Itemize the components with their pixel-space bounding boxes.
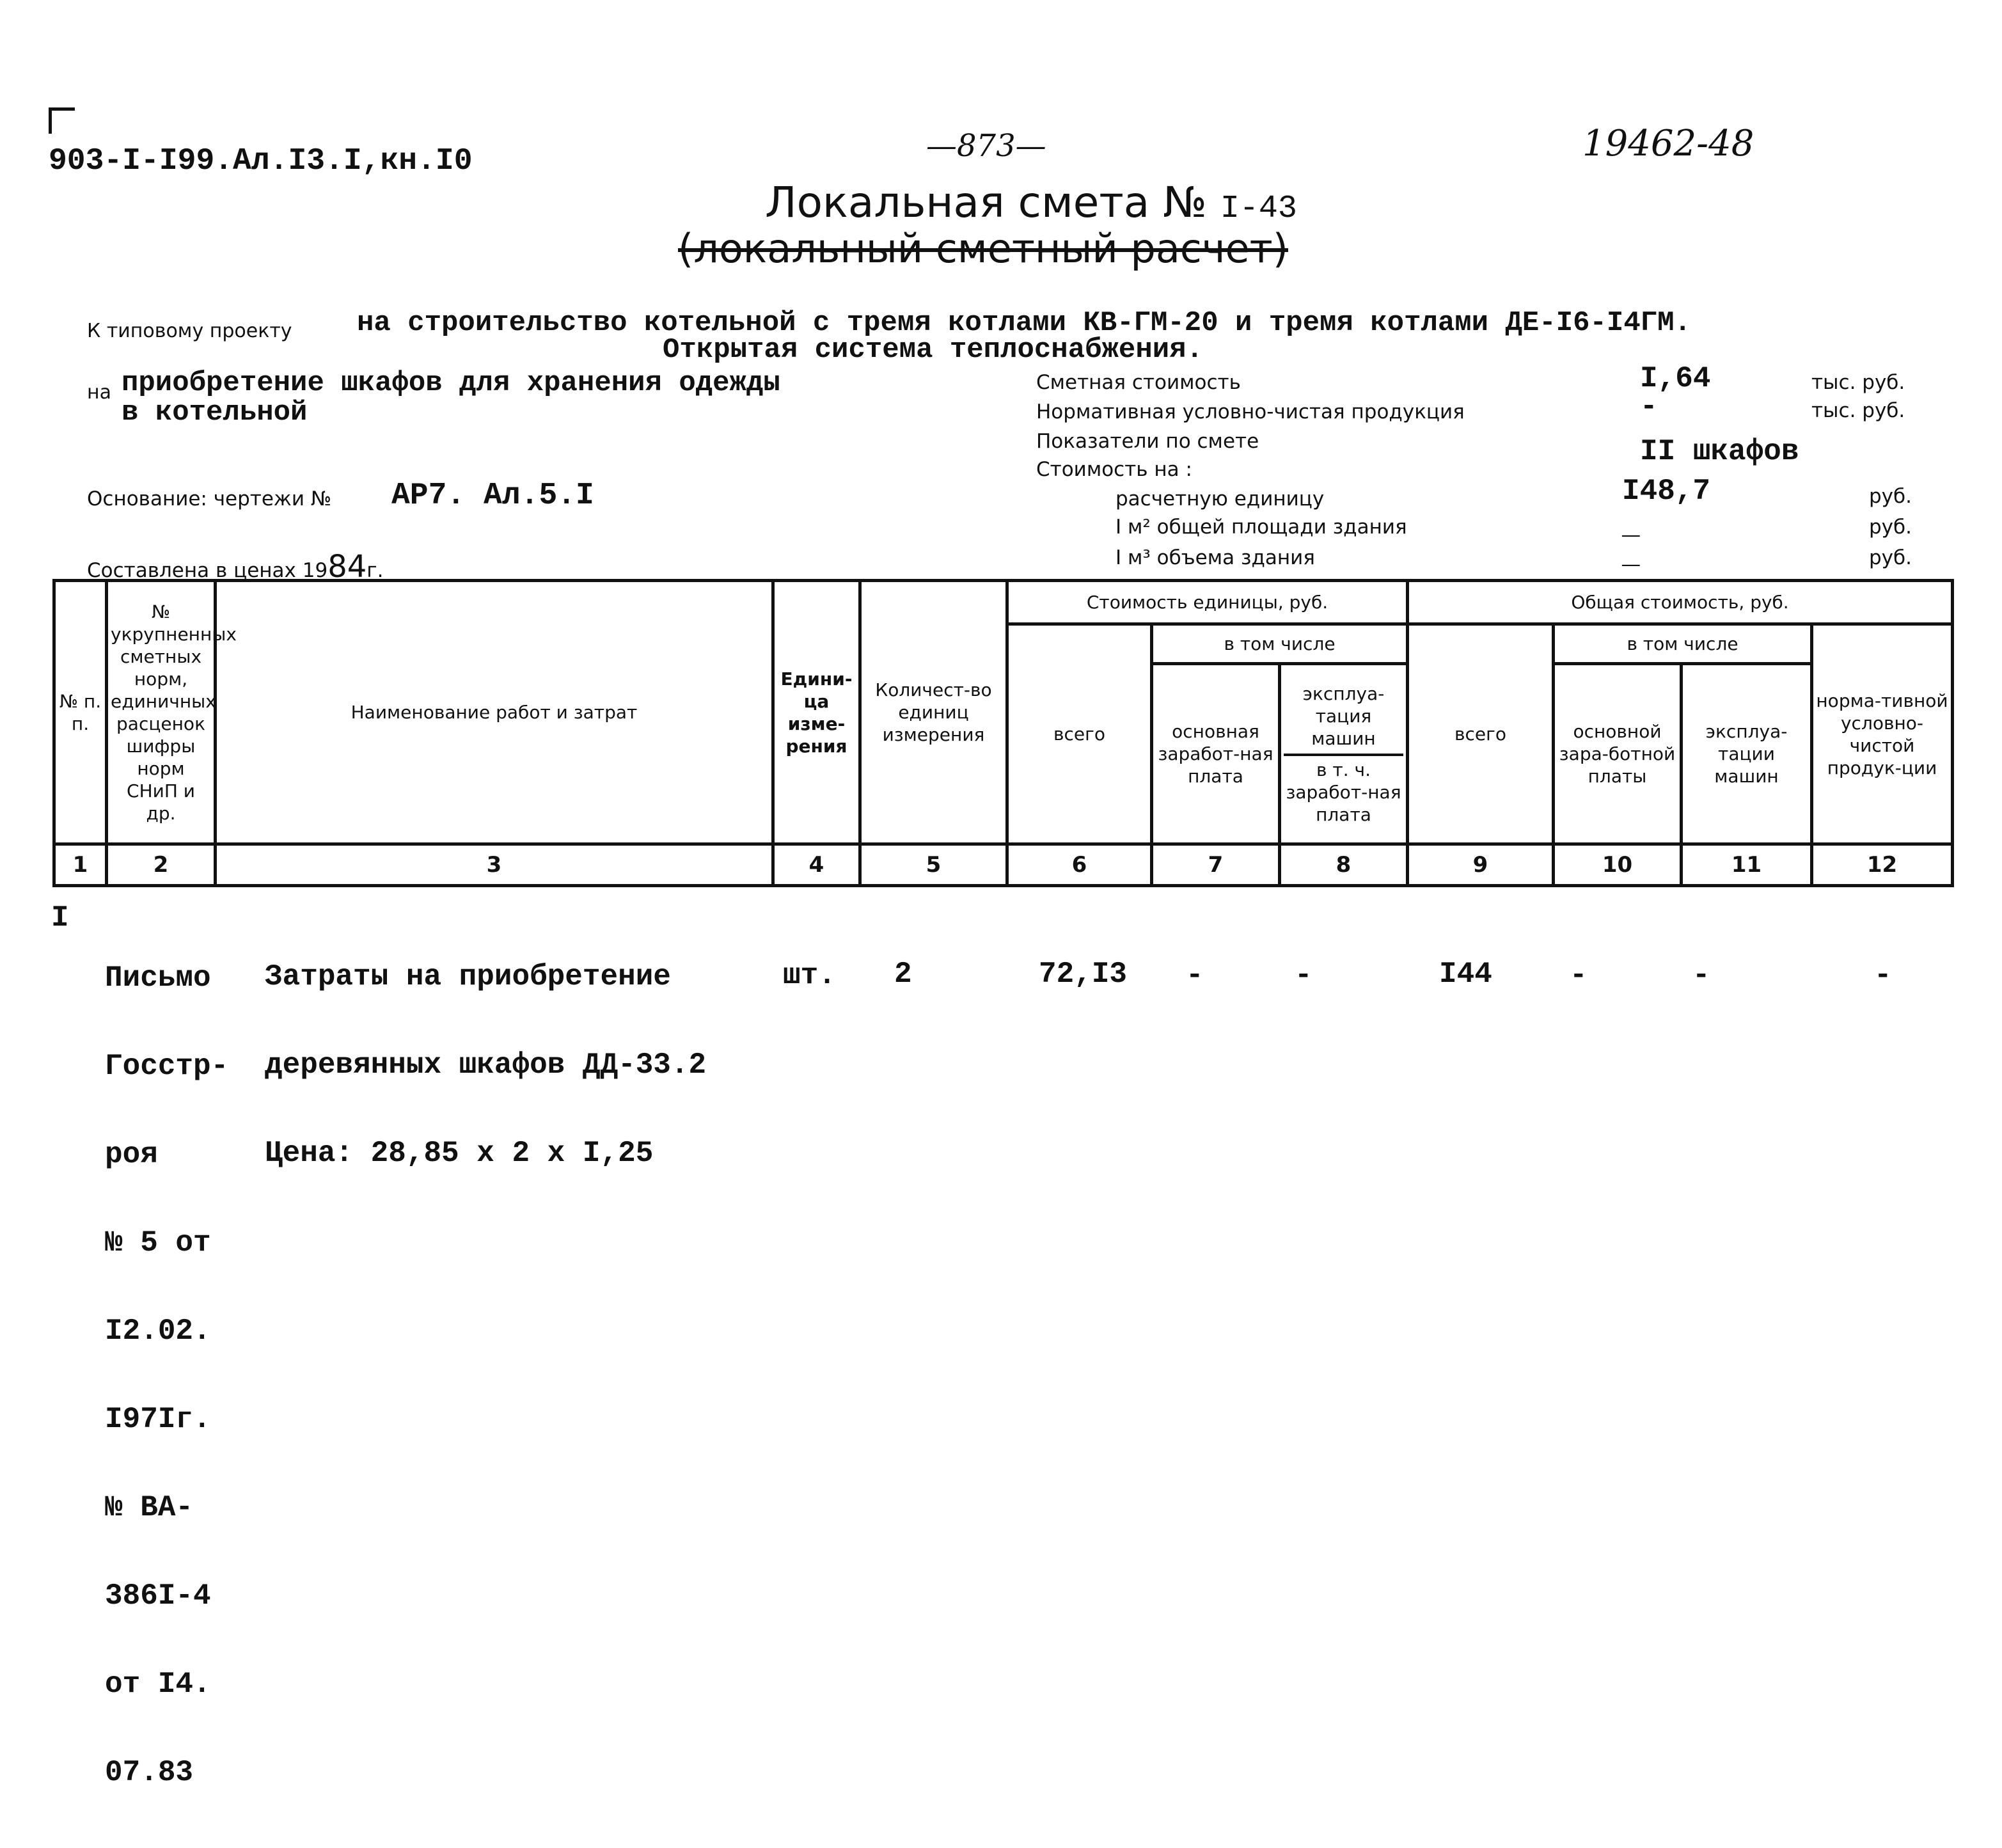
row-code-line: от I4. <box>105 1668 211 1701</box>
col-number: 8 <box>1280 844 1408 886</box>
summary-value-indicators: II шкафов <box>1640 435 1799 468</box>
summary-value-per-volume: _ <box>1622 539 1640 572</box>
col-number: 11 <box>1682 844 1812 886</box>
summary-unit-normative: тыс. руб. <box>1811 399 1905 422</box>
header-col-3: Наименование работ и затрат <box>216 581 773 844</box>
header-col-10: основной зара-ботной платы <box>1554 664 1682 844</box>
row-description-line: деревянных шкафов ДД-33.2 <box>265 1048 707 1082</box>
col-number: 3 <box>216 844 773 886</box>
header-col-1: № п. п. <box>54 581 107 844</box>
col-number: 4 <box>773 844 860 886</box>
header-including-total: в том числе <box>1554 624 1812 664</box>
project-line-1: на строительство котельной с тремя котлами КВ-ГМ-20 и тремя котлами ДЕ-I6-I4ГМ. <box>357 307 1691 339</box>
summary-label-per-unit: расчетную единицу <box>1115 487 1325 510</box>
summary-value-per-area: _ <box>1622 509 1640 542</box>
row-code-line: Госстр- <box>105 1050 229 1083</box>
row-quantity: 2 <box>894 958 912 991</box>
row-code-line: Письмо <box>105 961 211 995</box>
header-group-total-cost: Общая стоимость, руб. <box>1408 581 1953 624</box>
prices-label: Составлена в ценах 19 <box>87 559 328 582</box>
project-prefix: К типовому проекту <box>87 320 292 342</box>
row-code-line: № 5 от <box>105 1226 211 1260</box>
summary-label-per-area: I м² общей площади здания <box>1115 516 1407 539</box>
header-col-2: № укрупненных сметных норм, единичных расценок шифры норм СНиП и др. <box>107 581 216 844</box>
header-col-4: Едини-ца изме-рения <box>773 581 860 844</box>
summary-label-cost: Сметная стоимость <box>1036 371 1241 394</box>
title-main: Локальная смета № <box>765 178 1207 227</box>
row-unit-machine: - <box>1295 959 1312 992</box>
row-code <box>105 904 228 1846</box>
row-code-line: 07.83 <box>105 1756 194 1789</box>
header-col-12: норма-тивной условно-чистой продук-ции <box>1812 624 1953 844</box>
row-code-line: I97Iг. <box>105 1403 211 1436</box>
col-number: 9 <box>1408 844 1554 886</box>
summary-value-cost: I,64 <box>1640 362 1711 395</box>
corner-mark <box>49 107 75 134</box>
summary-label-normative: Нормативная условно-чистая продукция <box>1036 400 1465 423</box>
row-unit-total: 72,I3 <box>1039 958 1128 991</box>
summary-unit-per-unit: руб. <box>1869 485 1912 508</box>
page-title <box>765 178 1297 227</box>
header-col-11: эксплуа-тации машин <box>1682 664 1812 844</box>
summary-label-per-volume: I м³ объема здания <box>1115 546 1315 569</box>
basis-label: Основание: чертежи № <box>87 487 332 510</box>
prices-label-end: г. <box>367 559 384 582</box>
col-number: 2 <box>107 844 216 886</box>
row-code-line: 386I-4 <box>105 1579 211 1613</box>
summary-value-normative: - <box>1640 390 1658 423</box>
col-number: 7 <box>1152 844 1280 886</box>
row-normative: - <box>1874 959 1892 992</box>
header-col-8-top: эксплуа-тация машин <box>1302 683 1385 749</box>
row-unit-wage: - <box>1186 959 1204 992</box>
row-total-wage: - <box>1570 959 1588 992</box>
summary-label-indicators: Показатели по смете <box>1036 430 1259 453</box>
header-group-unit-cost: Стоимость единицы, руб. <box>1007 581 1408 624</box>
summary-unit-per-volume: руб. <box>1869 546 1912 569</box>
header-col-9: всего <box>1408 624 1554 844</box>
row-number: I <box>51 901 69 935</box>
row-code-line: I2.02. <box>105 1315 211 1348</box>
header-col-5: Количест-во единиц измерения <box>860 581 1007 844</box>
summary-value-per-unit: I48,7 <box>1622 475 1711 508</box>
row-description-line: Цена: 28,85 х 2 х I,25 <box>265 1137 654 1170</box>
purpose-line-1: приобретение шкафов для хранения одежды <box>122 367 780 399</box>
column-number-row <box>54 844 1953 886</box>
page-number: —873— <box>926 128 1046 164</box>
summary-unit-per-area: руб. <box>1869 516 1912 539</box>
row-description <box>265 903 706 1227</box>
basis-value: АР7. Ал.5.I <box>391 478 594 513</box>
purpose-prefix: на <box>87 381 111 404</box>
col-number: 6 <box>1007 844 1152 886</box>
reference-number: 19462-48 <box>1582 123 1754 164</box>
header-col-8 <box>1280 664 1408 844</box>
row-total: I44 <box>1439 958 1492 991</box>
project-line-2: Открытая система теплоснабжения. <box>663 334 1203 366</box>
col-number: 12 <box>1812 844 1953 886</box>
col-number: 5 <box>860 844 1007 886</box>
header-col-6: всего <box>1007 624 1152 844</box>
doc-code: 903-I-I99.Ал.I3.I,кн.I0 <box>49 144 473 178</box>
row-code-line: № ВА- <box>105 1491 194 1524</box>
page-subtitle: (локальный сметный расчет) <box>678 225 1288 272</box>
header-including-unit: в том числе <box>1152 624 1408 664</box>
col-number: 10 <box>1554 844 1682 886</box>
row-unit: шт. <box>783 959 836 992</box>
title-number: I-43 <box>1220 191 1297 227</box>
header-col-8-bottom: в т. ч. заработ-ная плата <box>1284 754 1403 826</box>
row-code-line: роя <box>105 1138 158 1171</box>
prices-year: 84 <box>327 549 367 585</box>
header-col-7: основная заработ-ная плата <box>1152 664 1280 844</box>
row-description-line: Затраты на приобретение <box>265 960 671 993</box>
summary-unit-cost: тыс. руб. <box>1811 371 1905 394</box>
estimate-table <box>52 579 1954 887</box>
purpose-line-2: в котельной <box>122 397 308 429</box>
col-number: 1 <box>54 844 107 886</box>
row-total-machine: - <box>1692 959 1710 992</box>
summary-label-cost-per: Стоимость на : <box>1036 458 1192 481</box>
